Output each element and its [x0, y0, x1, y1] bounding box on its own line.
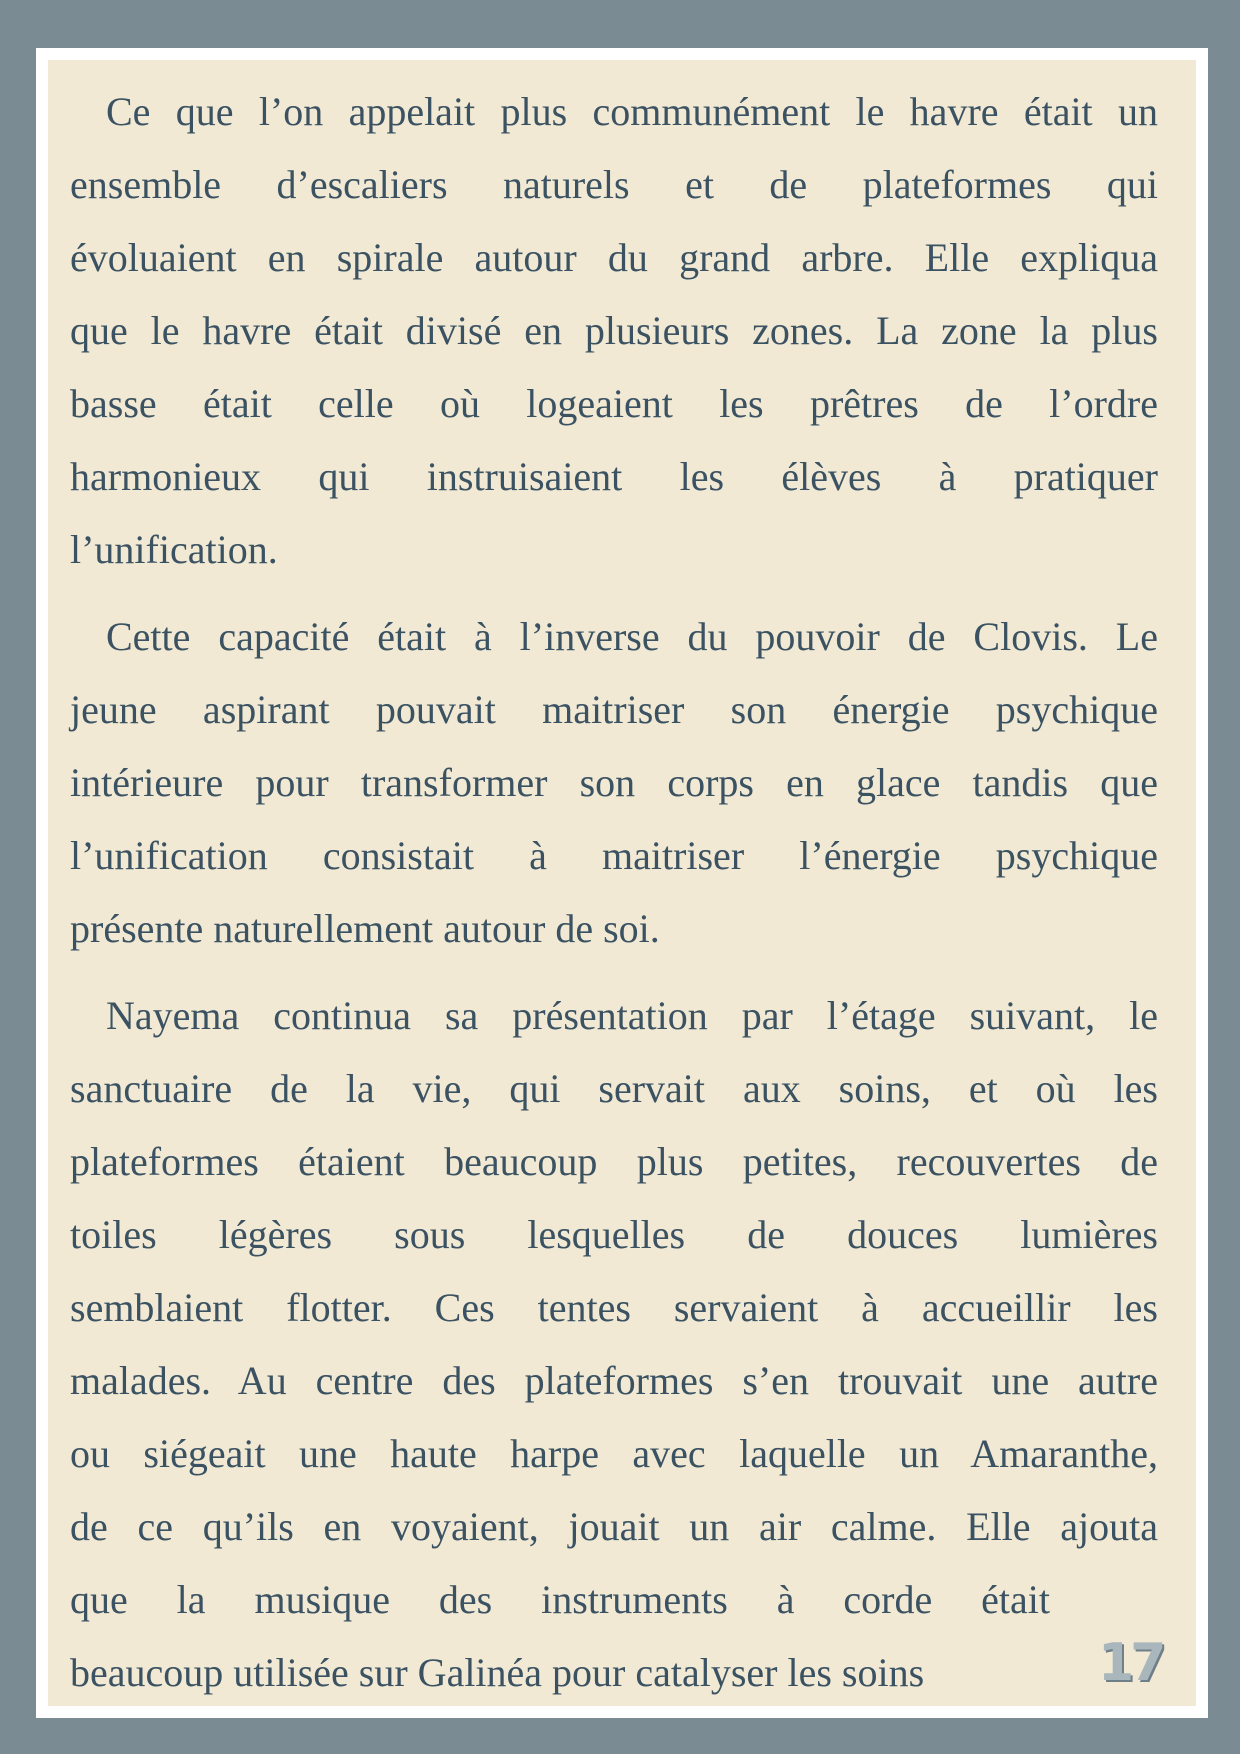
text-line: Cette capacité était à l’inverse du pouvoir de Clovis. Le — [106, 614, 1158, 659]
text-line: que le havre était divisé en plusieurs zones. La zone la plus — [70, 308, 1158, 353]
body-text — [70, 75, 1158, 1709]
text-line: Ce que l’on appelait plus communément le havre était un — [106, 89, 1158, 134]
text-line: ou siégeait une haute harpe avec laquelle un Amaranthe, — [70, 1431, 1158, 1476]
text-line: Nayema continua sa présentation par l’étage suivant, le — [106, 993, 1158, 1038]
text-line: malades. Au centre des plateformes s’en trouvait une autre — [70, 1358, 1158, 1403]
text-line: sanctuaire de la vie, qui servait aux soins, et où les — [70, 1066, 1158, 1111]
paragraph — [70, 600, 1158, 965]
text-line: l’unification consistait à maitriser l’énergie psychique — [70, 833, 1158, 878]
text-line: plateformes étaient beaucoup plus petites, recouvertes de — [70, 1139, 1158, 1184]
page-frame — [36, 48, 1208, 1718]
page-number: 17 — [1098, 1633, 1163, 1693]
text-line: semblaient flotter. Ces tentes servaient à accueillir les — [70, 1285, 1158, 1330]
paragraph — [70, 75, 1158, 586]
text-line: beaucoup utilisée sur Galinéa pour catalyser les soins — [70, 1650, 925, 1695]
book-page — [48, 60, 1196, 1706]
text-line: évoluaient en spirale autour du grand arbre. Elle expliqua — [70, 235, 1158, 280]
text-line: jeune aspirant pouvait maitriser son énergie psychique — [70, 687, 1158, 732]
paragraph-gap — [70, 586, 1158, 600]
paragraph-gap — [70, 965, 1158, 979]
text-line: que la musique des instruments à corde était — [70, 1577, 1050, 1622]
text-line: harmonieux qui instruisaient les élèves à pratiquer — [70, 454, 1158, 499]
text-line: basse était celle où logeaient les prêtres de l’ordre — [70, 381, 1158, 426]
text-line: présente naturellement autour de soi. — [70, 906, 660, 951]
text-line: l’unification. — [70, 527, 278, 572]
paragraph — [70, 979, 1158, 1709]
text-line: intérieure pour transformer son corps en glace tandis que — [70, 760, 1158, 805]
text-line: de ce qu’ils en voyaient, jouait un air calme. Elle ajouta — [70, 1504, 1158, 1549]
text-line: toiles légères sous lesquelles de douces lumières — [70, 1212, 1158, 1257]
text-line: ensemble d’escaliers naturels et de plateformes qui — [70, 162, 1158, 207]
